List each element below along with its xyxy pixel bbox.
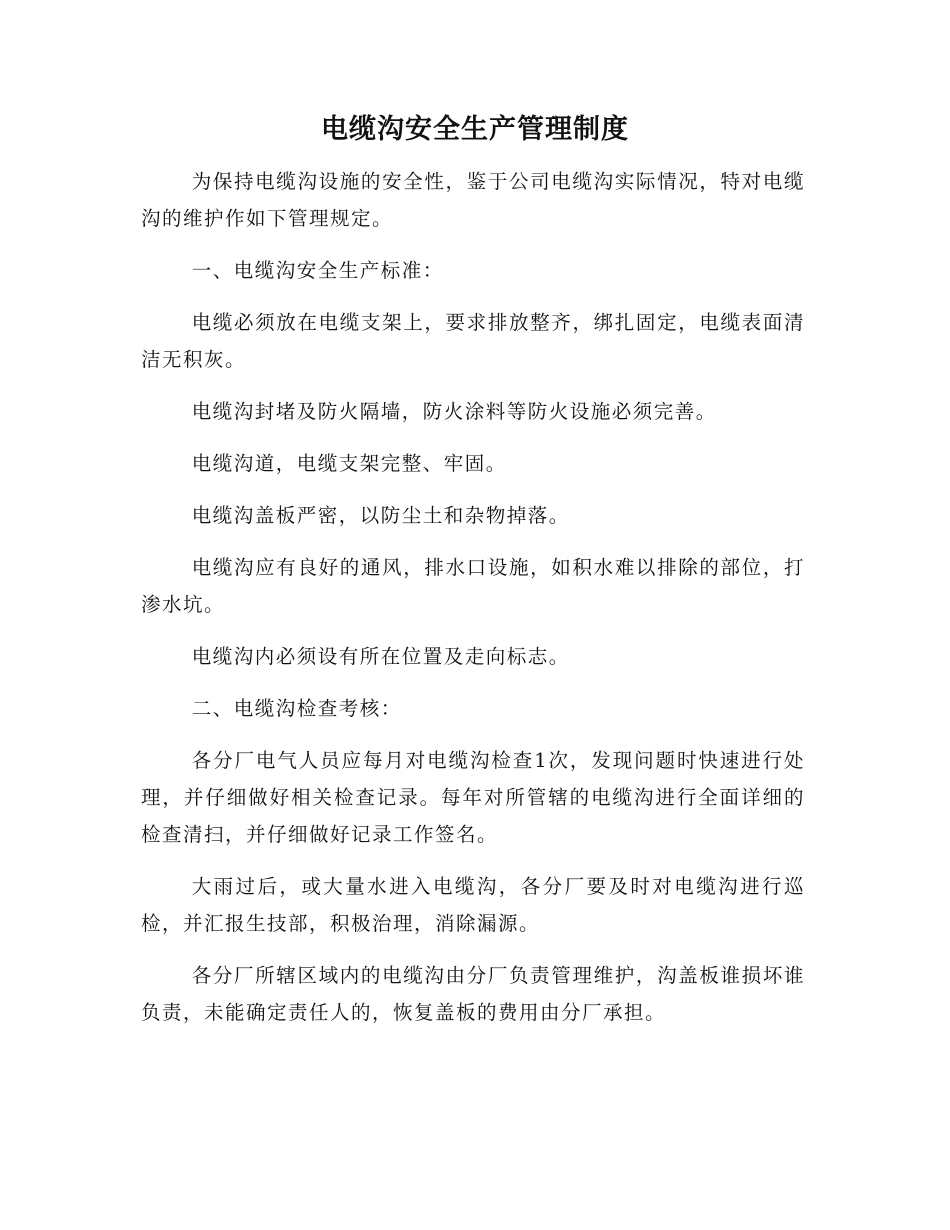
standard-item: 电缆沟内必须设有所在位置及走向标志。 bbox=[191, 645, 570, 668]
standard-item: 电缆沟应有良好的通风，排水口设施，如积水难以排除的部位，打渗水坑。 bbox=[141, 556, 805, 616]
document-body bbox=[141, 163, 805, 1046]
section-heading-inspection: 二、电缆沟检查考核： bbox=[191, 697, 402, 720]
inspection-item: 各分厂所辖区域内的电缆沟由分厂负责管理维护，沟盖板谁损坏谁负责，未能确定责任人的，恢复盖板的费用由分厂承担。 bbox=[141, 964, 805, 1024]
standard-item: 电缆必须放在电缆支架上，要求排放整齐，绑扎固定，电缆表面清洁无积灰。 bbox=[141, 311, 805, 371]
inspection-item: 各分厂电气人员应每月对电缆沟检查1次，发现问题时快速进行处理，并仔细做好相关检查记录。每年对所管辖的电缆沟进行全面详细的检查清扫，并仔细做好记录工作签名。 bbox=[141, 749, 805, 846]
intro-paragraph: 为保持电缆沟设施的安全性，鉴于公司电缆沟实际情况，特对电缆沟的维护作如下管理规定。 bbox=[141, 170, 805, 230]
inspection-item: 大雨过后，或大量水进入电缆沟，各分厂要及时对电缆沟进行巡检，并汇报生技部，积极治理，消除漏源。 bbox=[141, 875, 805, 935]
document-title: 电缆沟安全生产管理制度 bbox=[321, 114, 629, 145]
section-heading-standards: 一、电缆沟安全生产标准： bbox=[191, 259, 444, 282]
standard-item: 电缆沟道，电缆支架完整、牢固。 bbox=[191, 452, 507, 475]
standard-item: 电缆沟盖板严密，以防尘土和杂物掉落。 bbox=[191, 504, 570, 527]
standard-item: 电缆沟封堵及防火隔墙，防火涂料等防火设施必须完善。 bbox=[191, 400, 717, 423]
